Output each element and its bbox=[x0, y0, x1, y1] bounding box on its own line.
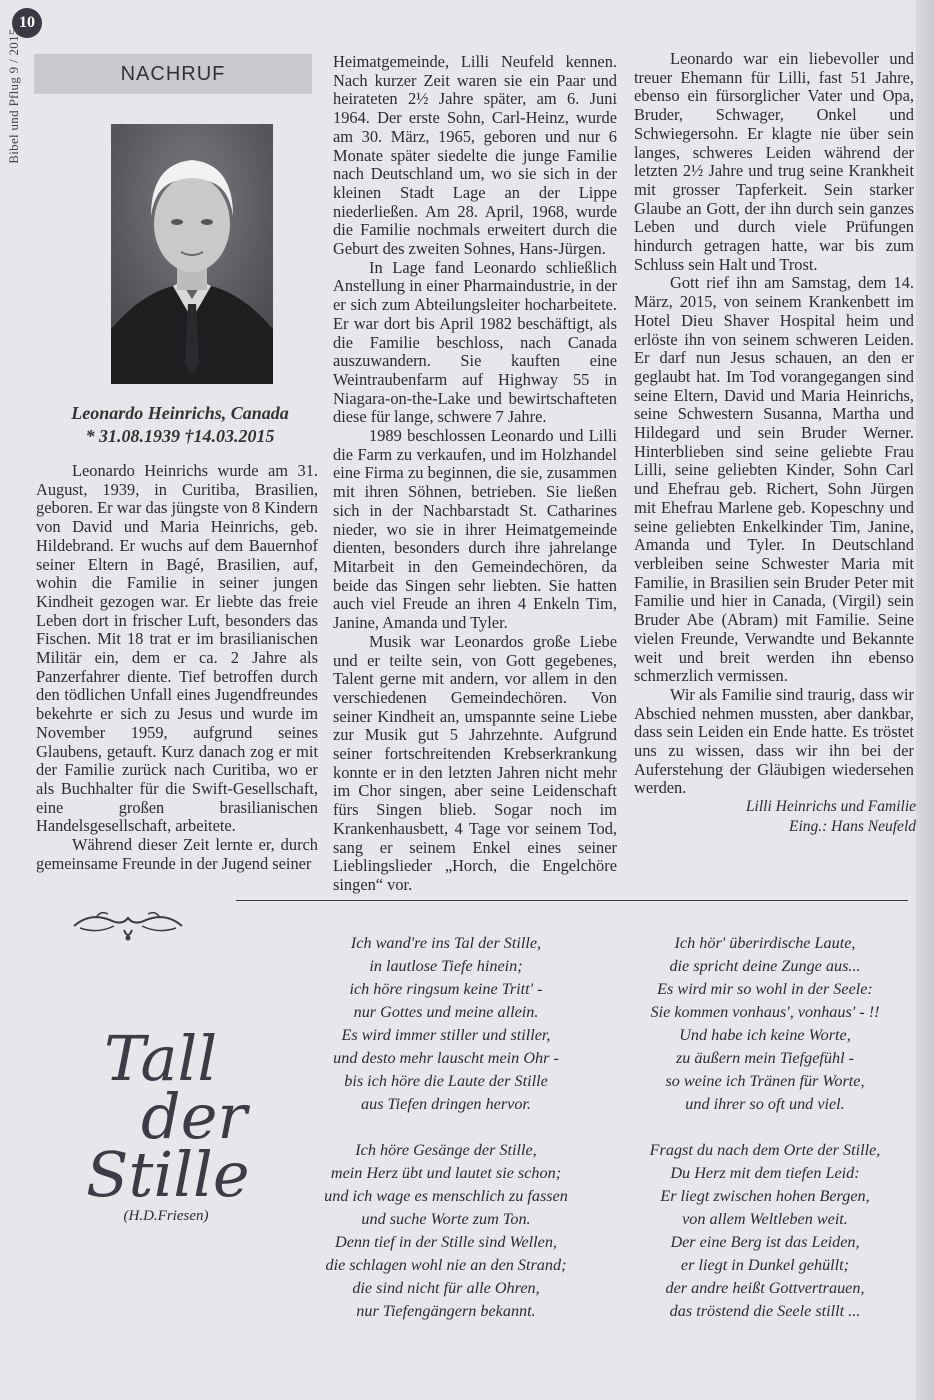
verse-line: so weine ich Tränen für Worte, bbox=[665, 1072, 865, 1090]
verse-line: das tröstend die Seele stillt ... bbox=[669, 1302, 861, 1320]
poem-title bbox=[86, 1022, 250, 1211]
verse-line: aus Tiefen dringen hervor. bbox=[361, 1095, 531, 1113]
verse-line: Ich hör' überirdische Laute, bbox=[674, 934, 856, 952]
verse-line: Der eine Berg ist das Leiden, bbox=[670, 1233, 860, 1251]
verse-line: der andre heißt Gottvertrauen, bbox=[665, 1279, 865, 1297]
poem-title-line: Stille bbox=[86, 1138, 250, 1211]
verse-line: ich höre ringsum keine Tritt' - bbox=[349, 980, 543, 998]
verse-line: Ich wand're ins Tal der Stille, bbox=[350, 934, 542, 952]
flourish-ornament-icon bbox=[70, 904, 186, 944]
verse-line: die sind nicht für alle Ohren, bbox=[352, 1279, 540, 1297]
verse-line: die spricht deine Zunge aus... bbox=[669, 957, 861, 975]
verse-line: Er liegt zwischen hohen Bergen, bbox=[660, 1187, 870, 1205]
poem-title-line: Tall bbox=[104, 1022, 218, 1095]
paragraph: Leonardo war ein liebevoller und treuer Ehemann für Lilli, fast 51 Jahre, ebenso ein fürsorglicher Vater und Opa, Bruder, Schwager, Onkel und Schwiegersohn. Er klagte nie über sein langes, schweres Leiden während der letzten 2½ Jahre und trug seine Krankheit mit grosser Tapferkeit. Sein starker Glaube an Gott, der ihn durch sein ganzes Leben und durch viele Prüfungen hindurch getragen hatte, war bis zum Schluss sein Halt und Trost. bbox=[634, 49, 914, 274]
signature-line: Lilli Heinrichs und Familie bbox=[745, 798, 916, 815]
poem-stanza bbox=[620, 1139, 910, 1323]
section-banner bbox=[34, 54, 312, 94]
paragraph: Während dieser Zeit lernte er, durch gemeinsame Freunde in der Jugend seiner bbox=[36, 835, 318, 873]
life-dates: * 31.08.1939 †14.03.2015 bbox=[85, 426, 275, 446]
verse-line: und suche Worte zum Ton. bbox=[361, 1210, 531, 1228]
verse-line: mein Herz übt und lautet sie schon; bbox=[330, 1164, 562, 1182]
verse-line: die schlagen wohl nie an den Strand; bbox=[325, 1256, 567, 1274]
obituary-column-3 bbox=[634, 50, 914, 798]
obituary-column-2 bbox=[333, 53, 617, 895]
paragraph: Musik war Leonardos große Liebe und er teilte sein, von Gott gegebenes, Talent gerne mit andern, vor allem in den verschiedenen Gemeindechören. Von seiner Kindheit an, umspannte seine Liebe zur Musik gut 5 Jahrzehnte. Aufgrund seiner fortschreitenden Krebserkrankung konnte er in den letzten Jahren nicht mehr im Chor singen, aber seine Leidenschaft fürs Singen blieb. Sogar noch im Krankenhausbett, 4 Tage vor seinem Tod, sang er seinem Enkel eines seiner Lieblingslieder „Horch, die Engelchöre singen“ vor. bbox=[333, 631, 617, 894]
verse-line: Ich höre Gesänge der Stille, bbox=[355, 1141, 537, 1159]
page-number: 10 bbox=[19, 14, 35, 31]
page-edge bbox=[916, 0, 934, 1400]
verse-line: Sie kommen vonhaus', vonhaus' - !! bbox=[650, 1003, 880, 1021]
running-head: Bibel und Pflug 9 / 2015 bbox=[6, 28, 21, 164]
verse-line: zu äußern mein Tiefgefühl - bbox=[675, 1049, 855, 1067]
signature-line: Eing.: Hans Neufeld bbox=[789, 818, 916, 835]
paragraph: Gott rief ihn am Samstag, dem 14. März, 2015, von seinem Krankenbett im Hotel Dieu Shaver Hospital heim und erlöste ihn von seinem schweren Leiden. Er darf nun Jesus schauen, an den er geglaubt hat. Im Tod vorangegangen sind seine Eltern, David und Maria Heinrichs, seine Schwestern Susanna, Martha und Hildegard und sein Bruder Werner. Hinterblieben sind seine geliebte Frau Lilli, seine geliebten Kinder, Sohn Carl und Ehefrau geb. Richert, Sohn Jürgen mit Ehefrau Marlene geb. Kopeschny und seine geliebten Enkelkinder Tim, Janine, Amanda und Tyler. In Deutschland verbleiben seine Schwester Maria mit Familie, in Brasilien sein Bruder Peter mit Familie und hier in Canada, (Virgil) sein Bruder Abe (Abram) mit Familie. Seine vielen Freunde, Verwandte und Bekannte weit und breit werden ihn ebenso schmerzlich vermissen. bbox=[634, 273, 914, 686]
paragraph: Heimatgemeinde, Lilli Neufeld kennen. Nach kurzer Zeit waren sie ein Paar und heirateten 2½ Jahre später, am 6. Juni 1964. Der erste Sohn, Carl-Heinz, wurde am 30. März, 1965, geboren und nur 6 Monate später siedelte die junge Familie nach Deutschland um, wo sie sich in der kleinen Stadt Lage an der Lippe niederließen. Am 28. April, 1968, wurde die Familie nochmals erweitert durch die Geburt des zweiten Sohnes, Hans-Jürgen. bbox=[333, 52, 617, 259]
verse-line: in lautlose Tiefe hinein; bbox=[369, 957, 523, 975]
signature bbox=[634, 797, 916, 837]
verse-line: Denn tief in der Stille sind Wellen, bbox=[335, 1233, 557, 1251]
obituary-column-1 bbox=[36, 462, 318, 873]
poem-column-1 bbox=[296, 932, 596, 1346]
verse-line: und desto mehr lauscht mein Ohr - bbox=[333, 1049, 559, 1067]
portrait-illustration bbox=[111, 124, 273, 384]
paragraph: Leonardo Heinrichs wurde am 31. August, 1939, in Curitiba, Brasilien, geboren. Er war das jüngste von 8 Kindern von David und Maria Heinrichs, geb. Hildebrand. Er wuchs auf dem Bauernhof seiner Eltern in Bagé, Brasilien, auf, wohin die Familie in seiner jungen Kindheit gezogen war. Er liebte das freie Leben dort in frischer Luft, besonders das Fischen. Mit 18 trat er im brasilianischen Militär ein, dem er ca. 2 Jahre als Panzerfahrer diente. Tief betroffen durch den tödlichen Unfall eines Jugendfreundes bekehrte er sich zu Jesus und wurde im November 1959, aufgrund seines Glaubens, getauft. Kurz danach zog er mit der Familie zurück nach Curitiba, wo er als Buchhalter für die Swift-Gesellschaft, eine großen brasilianischen Handelsgesellschaft, arbeitete. bbox=[36, 461, 318, 836]
verse-line: nur Gottes und meine allein. bbox=[353, 1003, 539, 1021]
poem-stanza bbox=[296, 932, 596, 1116]
verse-line: von allem Weltleben weit. bbox=[682, 1210, 848, 1228]
verse-line: Du Herz mit dem tiefen Leid: bbox=[670, 1164, 860, 1182]
poem-author: (H.D.Friesen) bbox=[123, 1208, 209, 1224]
paragraph: 1989 beschlossen Leonardo und Lilli die Farm zu verkaufen, und im Holzhandel eine Firma zu beginnen, die sie, zusammen mit ihren Söhnen, betrieben. Sie ließen sich in der Nachbarstadt St. Catharines nieder, wo sie in ihrer Heimatgemeinde dienten, besonders durch ihre jahrelange Mitarbeit in den Gemeindechören, da beide das Singen sehr liebten. Sie hatten auch viel Freude an ihren 4 Enkeln Tim, Janine, Amanda und Tyler. bbox=[333, 426, 617, 633]
verse-line: er liegt in Dunkel gehüllt; bbox=[680, 1256, 850, 1274]
verse-line: nur Tiefengängern bekannt. bbox=[356, 1302, 536, 1320]
poem-title-line: der bbox=[141, 1080, 248, 1153]
poem-stanza bbox=[296, 1139, 596, 1323]
paragraph: In Lage fand Leonardo schließlich Anstellung in einer Pharmaindustrie, in der er sich zum Abteilungsleiter hocharbeitete. Er war dort bis April 1982 beschäftigt, als die Familie beschloss, nach Canada auszuwandern. Sie kauften eine Weintraubenfarm auf Highway 55 in Niagara-on-the-Lake und bewirtschafteten diese für lange, schwere 7 Jahre. bbox=[333, 257, 617, 427]
verse-line: Und habe ich keine Worte, bbox=[679, 1026, 851, 1044]
obituary-caption bbox=[36, 402, 324, 448]
section-title: NACHRUF bbox=[120, 62, 226, 85]
poem-column-2 bbox=[620, 932, 910, 1346]
portrait-photo bbox=[111, 124, 273, 384]
verse-line: Es wird mir so wohl in der Seele: bbox=[657, 980, 873, 998]
paragraph: Wir als Familie sind traurig, dass wir Abschied nehmen mussten, aber dankbar, dass sein Leiden ein Ende hatte. Es tröstet uns zu wissen, dass wir ihn bei der Auferstehung der Gläubigen wiedersehen werden. bbox=[634, 684, 914, 798]
verse-line: Fragst du nach dem Orte der Stille, bbox=[649, 1141, 881, 1159]
verse-line: und ihrer so oft und viel. bbox=[685, 1095, 845, 1113]
verse-line: Es wird immer stiller und stiller, bbox=[341, 1026, 551, 1044]
verse-line: und ich wage es menschlich zu fassen bbox=[324, 1187, 568, 1205]
section-divider bbox=[236, 900, 908, 901]
deceased-name: Leonardo Heinrichs, Canada bbox=[71, 403, 289, 423]
poem-stanza bbox=[620, 932, 910, 1116]
verse-line: bis ich höre die Laute der Stille bbox=[344, 1072, 548, 1090]
